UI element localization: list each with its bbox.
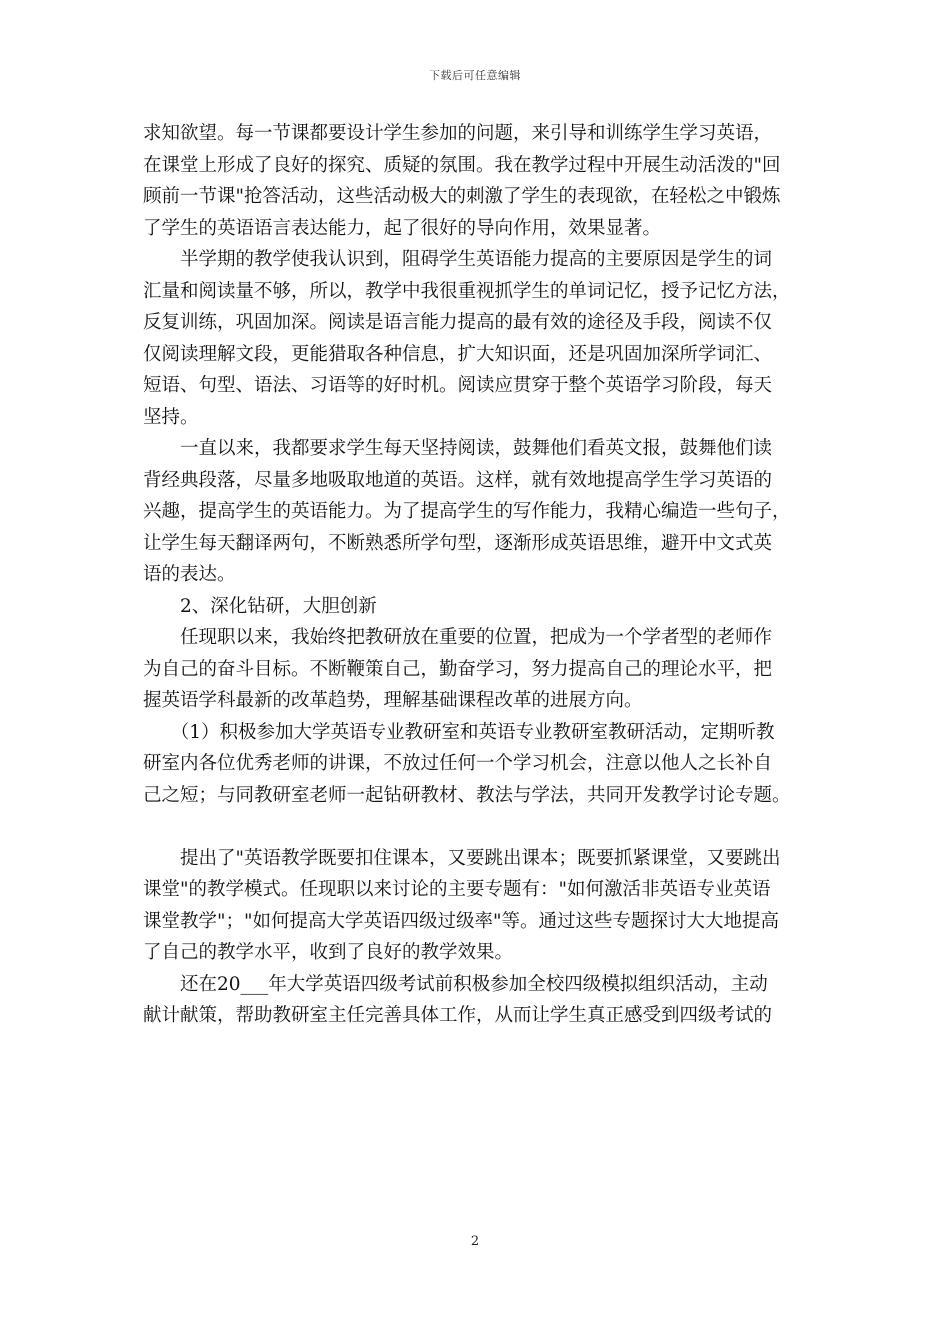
document-body: [143, 118, 823, 1032]
text-line: 课堂教学"；"如何提高大学英语四级过级率"等。通过这些专题探讨大大地提高: [143, 910, 780, 932]
paragraph-8: [143, 969, 823, 1032]
text-line: 研室内各位优秀老师的讲课，不放过任何一个学习机会，注意以他人之长补自: [143, 753, 773, 774]
text-line: 汇量和阅读量不够，所以，教学中我很重视抓学生的单词记忆，授予记忆方法，: [143, 280, 791, 302]
text-line: 一直以来，我都要求学生每天坚持阅读，鼓舞他们看英文报，鼓舞他们读: [143, 438, 773, 459]
paragraph-2: [143, 244, 823, 433]
text-line: 握英语学科最新的改革趋势，理解基础课程改革的进展方向。: [143, 690, 643, 711]
text-line: 为自己的奋斗目标。不断鞭策自己，勤奋学习，努力提高自己的理论水平，把: [143, 658, 773, 680]
paragraph-5: [143, 622, 823, 717]
text-line: 让学生每天翻译两句，不断熟悉所学句型，逐渐形成英语思维，避开中文式英: [143, 532, 773, 554]
paragraph-7: [143, 843, 823, 969]
text-line: 了学生的英语语言表达能力，起了很好的导向作用，效果显著。: [143, 217, 662, 239]
paragraph-6: [143, 717, 823, 812]
text-line: 半学期的教学使我认识到，阻碍学生英语能力提高的主要原因是学生的词: [143, 249, 773, 270]
text-line: 仅阅读理解文段，更能猎取各种信息，扩大知识面，还是巩固加深所学词汇、: [143, 343, 773, 365]
text-line: 反复训练，巩固加深。阅读是语言能力提高的最有效的途径及手段，阅读不仅: [143, 312, 773, 333]
text-line: 2、深化钻研，大胆创新: [143, 595, 377, 617]
text-line: 语的表达。: [143, 564, 236, 585]
text-line: 课堂"的教学模式。任现职以来讨论的主要专题有："如何激活非英语专业英语: [143, 879, 771, 900]
page-header: 下载后可任意编辑: [429, 69, 521, 82]
page-number: 2: [470, 1234, 480, 1249]
text-line: 顾前一节课"抢答活动，这些活动极大的刺激了学生的表现欲，在轻松之中锻炼: [143, 186, 781, 207]
text-line: 坚持。: [143, 406, 199, 428]
text-line: 还在20___年大学英语四级考试前积极参加全校四级模拟组织活动，主动: [143, 973, 768, 995]
text-line: 任现职以来，我始终把教研放在重要的位置，把成为一个学者型的老师作: [143, 627, 773, 648]
text-line: 短语、句型、语法、习语等的好时机。阅读应贯穿于整个英语学习阶段，每天: [143, 375, 773, 396]
paragraph-3: [143, 433, 823, 591]
text-line: （1）积极参加大学英语专业教研室和英语专业教研室教研活动，定期听教: [143, 721, 775, 743]
text-line: 献计献策，帮助教研室主任完善具体工作，从而让学生真正感受到四级考试的: [143, 1005, 773, 1026]
blank-line: [143, 811, 823, 843]
text-line: 了自己的教学水平，收到了良好的教学效果。: [143, 942, 514, 963]
text-line: 提出了"英语教学既要扣住课本，又要跳出课本；既要抓紧课堂，又要跳出: [143, 847, 781, 869]
text-line: 兴趣，提高学生的英语能力。为了提高学生的写作能力，我精心编造一些句子，: [143, 501, 791, 522]
text-line: 求知欲望。每一节课都要设计学生参加的问题，来引导和训练学生学习英语，: [143, 123, 773, 144]
text-line: 背经典段落，尽量多地吸取地道的英语。这样，就有效地提高学生学习英语的: [143, 469, 773, 491]
text-line: 在课堂上形成了良好的探究、质疑的氛围。我在教学过程中开展生动活泼的"回: [143, 154, 781, 176]
paragraph-1: [143, 118, 823, 244]
text-line: 己之短；与同教研室老师一起钻研教材、教法与学法，共同开发教学讨论专题。: [143, 784, 791, 806]
section-heading: [143, 591, 823, 623]
